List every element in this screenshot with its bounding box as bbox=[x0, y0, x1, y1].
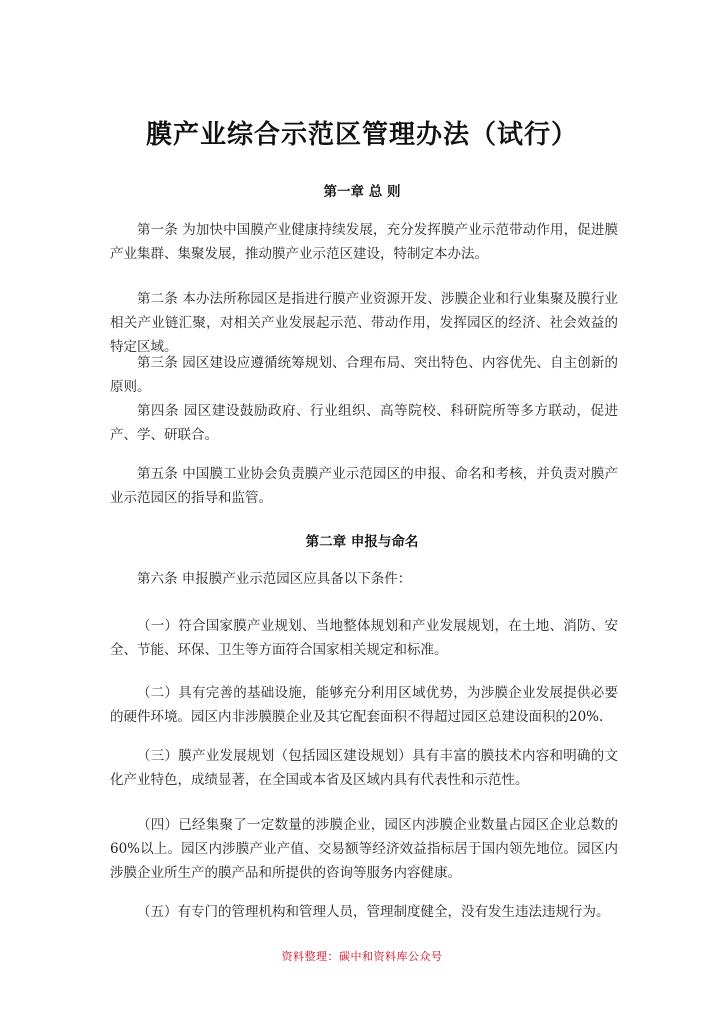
article-5: 第五条 中国膜工业协会负责膜产业示范园区的申报、命名和考核，并负责对膜产业示范园区的指导和监管。 bbox=[110, 466, 618, 506]
condition-1: （一）符合国家膜产业规划、当地整体规划和产业发展规划，在土地、消防、安全、节能、环保、卫生等方面符合国家相关规定和标准。 bbox=[110, 618, 618, 658]
document-title: 膜产业综合示范区管理办法（试行） bbox=[145, 120, 578, 150]
condition-2: （二）具有完善的基础设施，能够充分利用区域优势，为涉膜企业发展提供必要的硬件环境。园区内非涉膜膜企业及其它配套面积不得超过园区总建设面积的20%. bbox=[110, 685, 618, 725]
chapter-heading-2: 第二章 申报与命名 bbox=[305, 534, 419, 550]
condition-4: （四）已经集聚了一定数量的涉膜企业，园区内涉膜企业数量占园区企业总数的60%以上。园区内涉膜产业产值、交易额等经济效益指标居于国内领先地位。园区内涉膜企业所生产的膜产品和所提供的咨询等服务内容健康。 bbox=[110, 817, 618, 881]
condition-3: （三）膜产业发展规划（包括园区建设规划）具有丰富的膜技术内容和明确的文化产业特色，成绩显著，在全国或本省及区域内具有代表性和示范性。 bbox=[110, 748, 618, 788]
condition-5: （五）有专门的管理机构和管理人员，管理制度健全，没有发生违法违规行为。 bbox=[137, 904, 610, 920]
article-4: 第四条 园区建设鼓励政府、行业组织、高等院校、科研院所等多方联动，促进产、学、研联合。 bbox=[110, 403, 618, 443]
article-6: 第六条 申报膜产业示范园区应具备以下条件： bbox=[137, 571, 412, 587]
source-footer: 资料整理：碳中和资料库公众号 bbox=[281, 950, 443, 963]
chapter-heading-1: 第一章 总 则 bbox=[323, 184, 401, 200]
article-3: 第三条 园区建设应遵循统筹规划、合理布局、突出特色、内容优先、自主创新的原则。 bbox=[110, 355, 618, 395]
article-1: 第一条 为加快中国膜产业健康持续发展，充分发挥膜产业示范带动作用，促进膜产业集群、集聚发展，推动膜产业示范区建设，特制定本办法。 bbox=[110, 222, 618, 262]
article-2: 第二条 本办法所称园区是指进行膜产业资源开发、涉膜企业和行业集聚及膜行业相关产业链汇聚，对相关产业发展起示范、带动作用，发挥园区的经济、社会效益的特定区域。 bbox=[110, 291, 618, 355]
